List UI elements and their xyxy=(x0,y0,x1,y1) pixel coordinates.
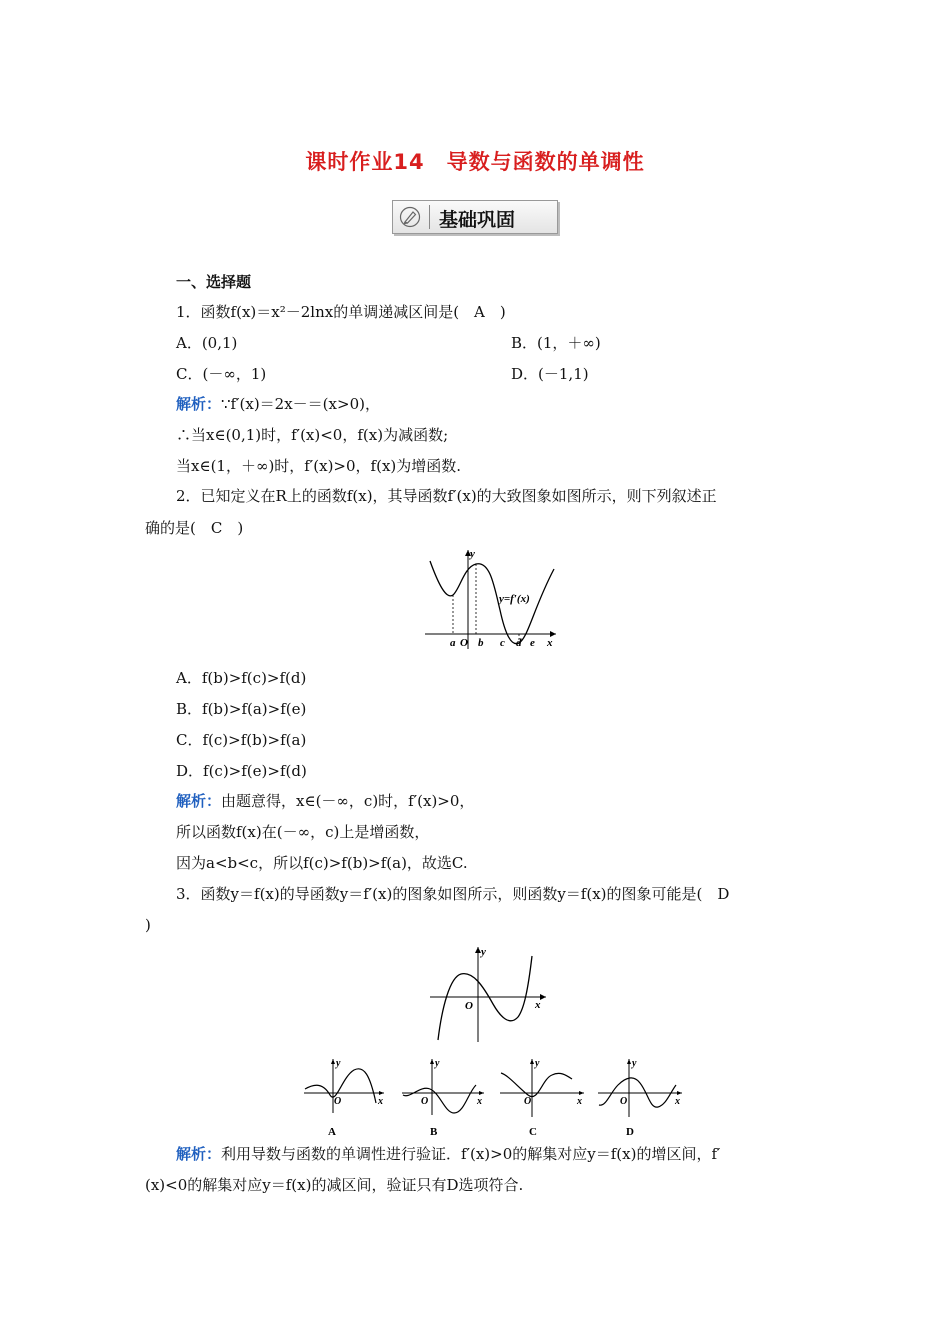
svg-text:O: O xyxy=(524,1096,532,1107)
choice-label-c: C xyxy=(529,1126,537,1138)
choice-label-d: D xyxy=(626,1126,634,1138)
svg-text:x: x xyxy=(675,1096,680,1107)
q1-option-c: C．(－∞，1) xyxy=(176,365,267,383)
q3-derivative-graph xyxy=(428,942,552,1046)
choice-graph-c xyxy=(500,1058,584,1138)
svg-text:y: y xyxy=(435,1058,440,1069)
svg-text:O: O xyxy=(421,1096,429,1107)
q1-analysis-3: 当x∈(1，＋∞)时，f′(x)>0，f(x)为增函数. xyxy=(176,457,462,475)
q2-option-c: C．f(c)>f(b)>f(a) xyxy=(176,731,307,749)
axis-label-y: y xyxy=(470,548,475,560)
axis-label-x: x xyxy=(535,999,541,1011)
page-title: 课时作业14 导数与函数的单调性 xyxy=(305,150,645,174)
derivative-graph-figure xyxy=(420,545,560,653)
point-label-b: b xyxy=(478,637,484,649)
q2-analysis-3: 因为a<b<c，所以f(c)>f(b)>f(a)，故选C. xyxy=(176,854,468,872)
q3-analysis-1 xyxy=(176,1144,720,1164)
svg-text:O: O xyxy=(620,1096,628,1107)
derivative-curve xyxy=(438,956,532,1040)
choice-graph-b xyxy=(402,1058,484,1138)
section-banner xyxy=(392,200,558,234)
origin-label: O xyxy=(465,1000,473,1012)
analysis-label: 解析： xyxy=(176,1145,222,1163)
svg-text:x: x xyxy=(477,1096,482,1107)
derivative-curve xyxy=(430,561,554,644)
point-label-d: d xyxy=(516,637,522,649)
svg-text:y: y xyxy=(535,1058,540,1069)
svg-text:x: x xyxy=(378,1096,383,1107)
q2-analysis-1 xyxy=(176,791,474,811)
q2-stem-line1: 2．已知定义在R上的函数f(x)，其导函数f′(x)的大致图象如图所示，则下列叙述正 xyxy=(176,487,717,505)
analysis-text: 由题意得，x∈(－∞，c)时，f′(x)>0， xyxy=(221,792,475,810)
q1-analysis-2: ∴当x∈(0,1)时，f′(x)<0，f(x)为减函数; xyxy=(176,426,449,444)
choice-label-a: A xyxy=(328,1126,336,1138)
point-label-c: c xyxy=(500,637,505,649)
svg-text:O: O xyxy=(334,1096,342,1107)
analysis-label: 解析： xyxy=(176,395,222,413)
q3-stem-line1: 3．函数y＝f(x)的导函数y＝f′(x)的图象如图所示，则函数y＝f(x)的图象可能是( D xyxy=(176,885,730,903)
q2-analysis-2: 所以函数f(x)在(－∞，c)上是增函数， xyxy=(176,823,430,841)
section-heading: 一、选择题 xyxy=(176,273,252,291)
q2-stem-line2: 确的是( C ) xyxy=(145,519,244,537)
x-axis-arrow xyxy=(540,994,546,1000)
svg-text:y: y xyxy=(632,1058,637,1069)
analysis-label: 解析： xyxy=(176,792,222,810)
banner-label: 基础巩固 xyxy=(439,209,516,231)
banner-divider xyxy=(429,205,430,229)
choice-graph-d xyxy=(598,1058,682,1138)
analysis-text: 利用导数与函数的单调性进行验证．f′(x)>0的解集对应y＝f(x)的增区间，f′ xyxy=(221,1145,721,1163)
q3-stem-line2: ) xyxy=(145,916,151,934)
choice-label-b: B xyxy=(430,1126,438,1138)
q2-option-a: A．f(b)>f(c)>f(d) xyxy=(176,669,307,687)
q3-choice-graphs xyxy=(302,1055,692,1141)
axis-label-x: x xyxy=(547,637,553,649)
analysis-text: ∵f′(x)＝2x－＝(x>0)， xyxy=(221,395,380,413)
axis-label-y: y xyxy=(481,946,486,958)
q3-analysis-2: (x)<0的解集对应y＝f(x)的减区间，验证只有D选项符合. xyxy=(145,1176,524,1194)
point-label-e: e xyxy=(530,637,535,649)
svg-text:x: x xyxy=(577,1096,582,1107)
point-label-a: a xyxy=(450,637,456,649)
q2-option-d: D．f(c)>f(e)>f(d) xyxy=(176,762,307,780)
svg-text:y: y xyxy=(336,1058,341,1069)
origin-label: O xyxy=(460,637,468,649)
curve-label: y=f′(x) xyxy=(499,593,530,605)
q1-stem: 1．函数f(x)＝x²－2lnx的单调递减区间是( A ) xyxy=(176,303,506,321)
q2-option-b: B．f(b)>f(a)>f(e) xyxy=(176,700,307,718)
choice-graph-a xyxy=(304,1058,384,1138)
pencil-icon xyxy=(399,206,421,228)
q1-analysis-1 xyxy=(176,394,380,414)
q1-option-b: B．(1，＋∞) xyxy=(511,334,601,352)
q1-option-d: D．(－1,1) xyxy=(511,365,589,383)
q1-option-a: A．(0,1) xyxy=(176,334,238,352)
